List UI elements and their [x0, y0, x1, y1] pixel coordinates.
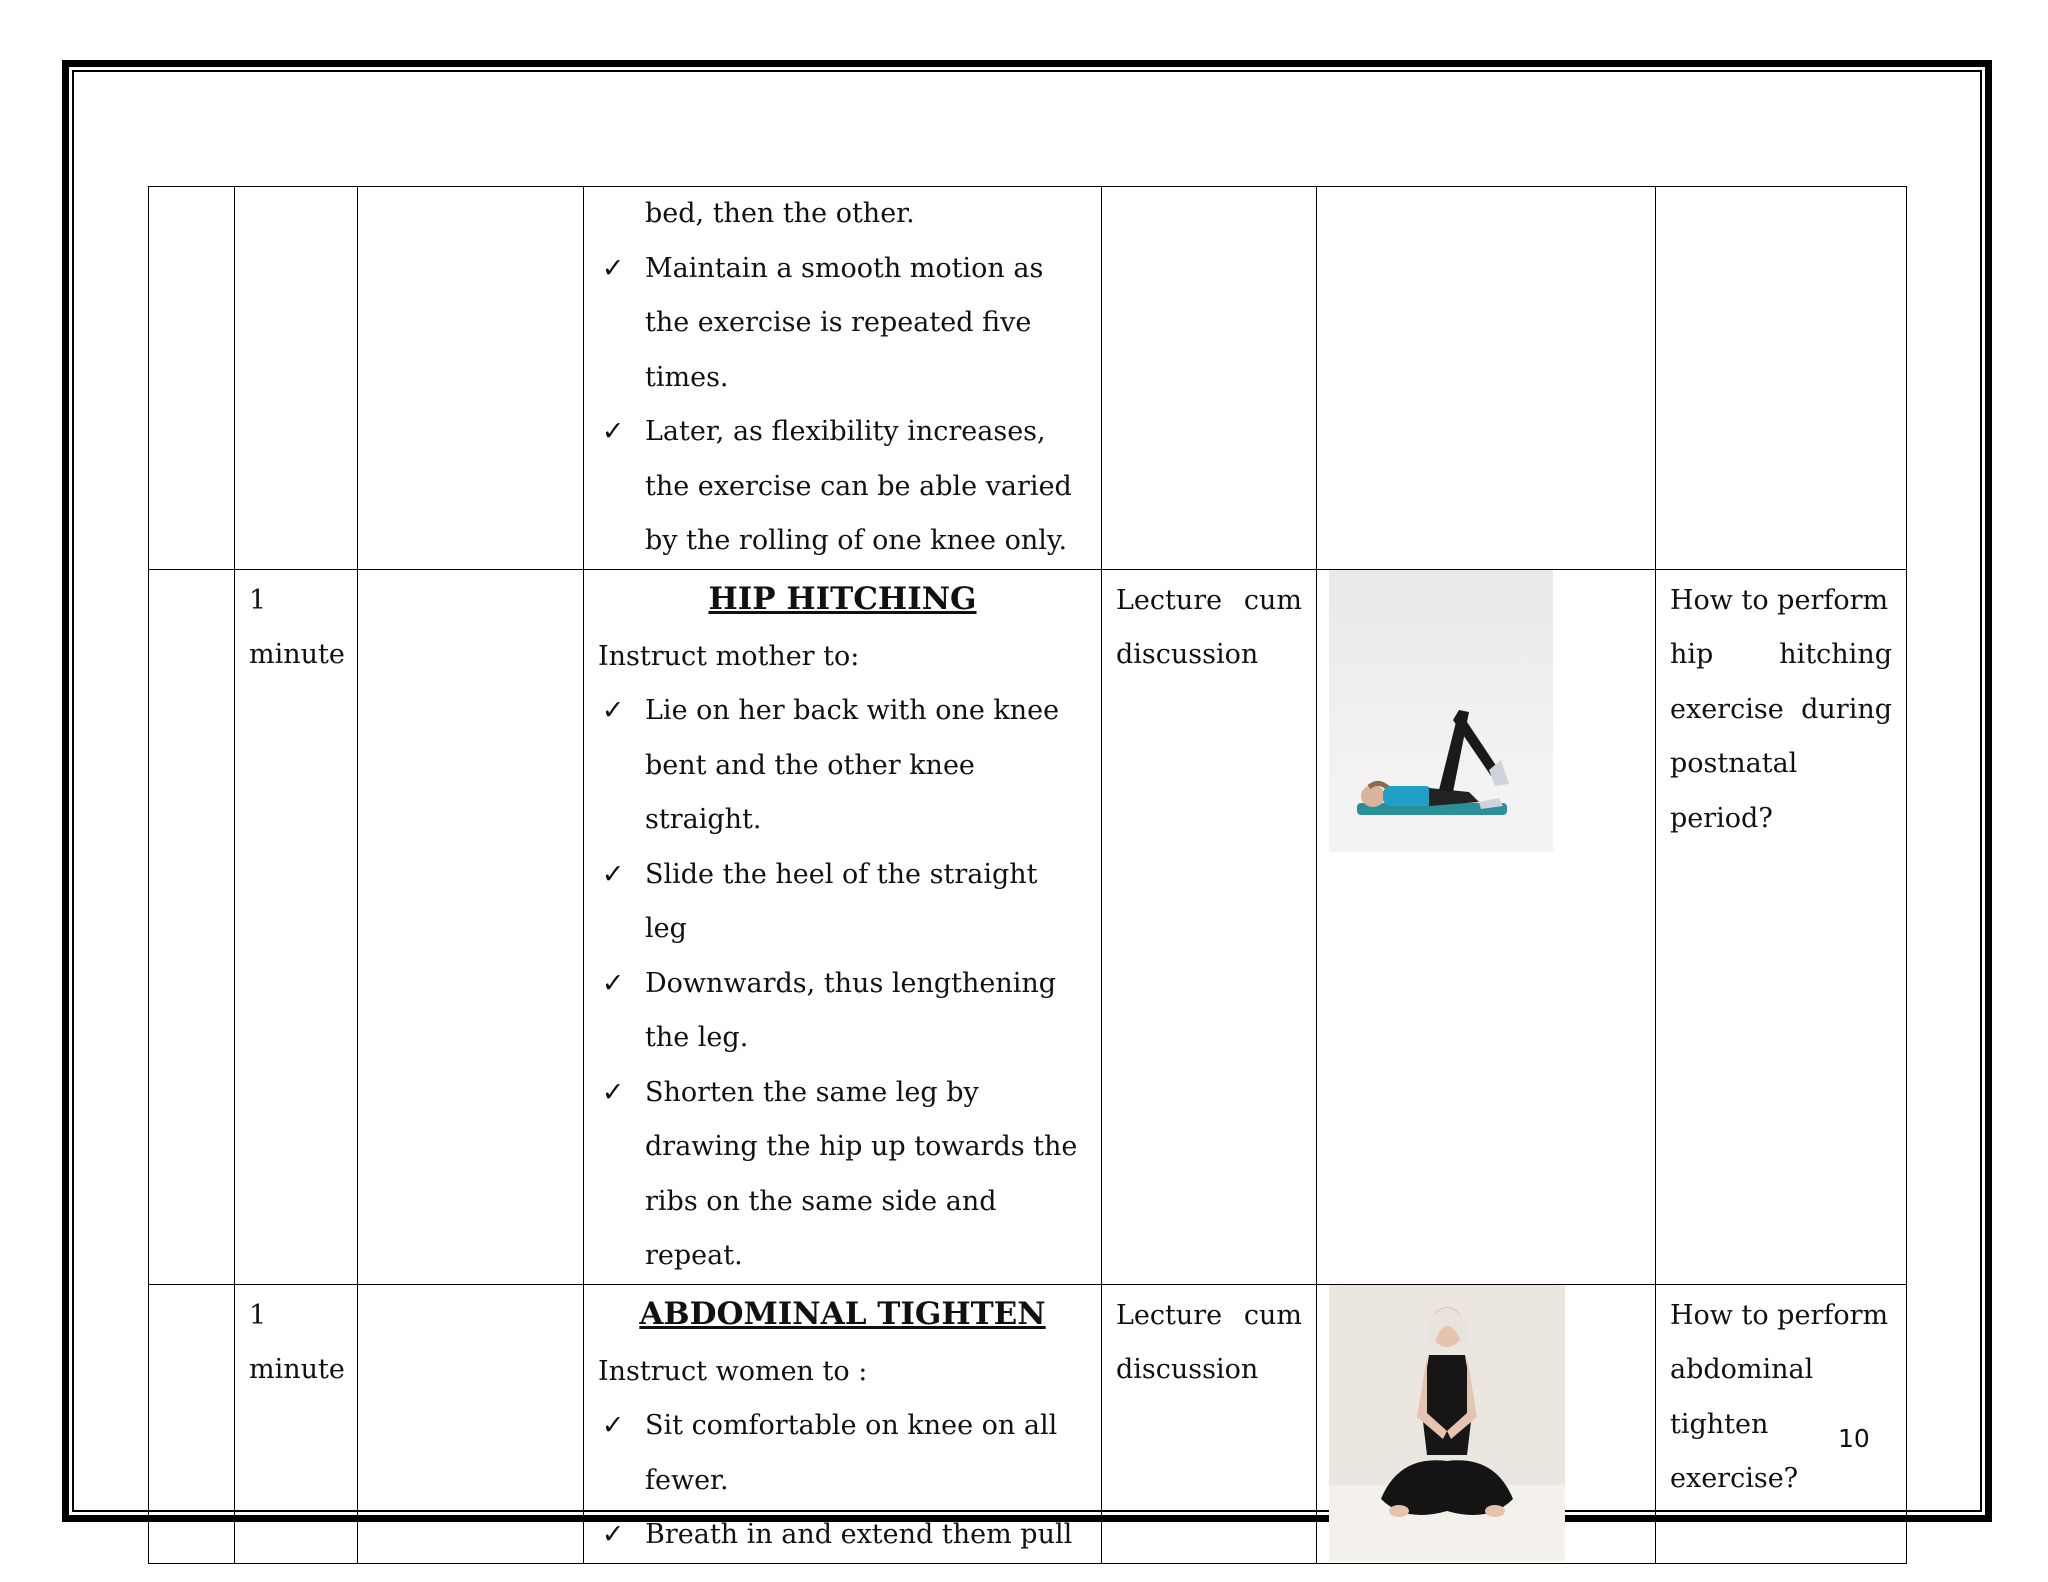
list-item: ✓ Breath in and extend them pull [598, 1508, 1087, 1563]
method-cell: Lecture cum discussion [1102, 569, 1317, 1284]
checkmark-icon: ✓ [601, 252, 625, 284]
time-cell [235, 569, 358, 1284]
table-row [149, 187, 1907, 570]
checkmark-icon: ✓ [601, 695, 625, 726]
list-item: ✓ Later, as flexibility increases, the exercise can be able varied by the rolling of one knee only. [598, 405, 1087, 569]
checkmark-icon: ✓ [601, 416, 625, 447]
instruction-text: Instruct mother to: [598, 640, 860, 672]
list-item: ✓ Shorten the same leg by drawing the hip up towards the ribs on the same side and repeat. [598, 1066, 1087, 1284]
lesson-plan-table [148, 186, 1907, 1564]
checkmark-icon: ✓ [601, 1076, 625, 1108]
av-aids-cell [1317, 187, 1656, 570]
method-cell [1102, 187, 1317, 570]
time-value: 1 [249, 1299, 267, 1331]
objective-cell [358, 187, 584, 570]
time-cell [235, 1284, 358, 1563]
section-heading: ABDOMINAL TIGHTEN [639, 1295, 1046, 1332]
instruction-text: Instruct women to : [598, 1355, 868, 1387]
table-row [149, 569, 1907, 1284]
list-item: ✓ Maintain a smooth motion as the exercise is repeated five times. [598, 242, 1087, 406]
list-item: bed, then the other. [645, 198, 915, 229]
list-item: ✓ Slide the heel of the straight leg [598, 848, 1087, 957]
evaluation-cell: How to perform abdominal tighten exercise? [1656, 1284, 1907, 1563]
checkmark-icon: ✓ [601, 858, 625, 890]
content-cell [584, 569, 1102, 1284]
list-item: ✓ Downwards, thus lengthening the leg. [598, 957, 1087, 1066]
time-cell [235, 187, 358, 570]
sno-cell [149, 569, 235, 1284]
content-cell [584, 1284, 1102, 1563]
checkmark-icon: ✓ [601, 967, 625, 999]
sno-cell [149, 1284, 235, 1563]
page-number: 10 [1838, 1424, 1870, 1453]
time-unit: minute [249, 1354, 345, 1385]
evaluation-cell: How to perform hip hitching exercise during postnatal period? [1656, 569, 1907, 1284]
checkmark-icon: ✓ [601, 1519, 625, 1550]
table-row [149, 1284, 1907, 1563]
av-aids-cell [1317, 569, 1656, 1284]
section-heading: HIP HITCHING [708, 580, 977, 617]
objective-cell [358, 1284, 584, 1563]
content-cell [584, 187, 1102, 570]
time-value: 1 [249, 584, 267, 616]
evaluation-cell [1656, 187, 1907, 570]
hip-hitching-photo [1329, 570, 1553, 852]
list-item: ✓ Sit comfortable on knee on all fewer. [598, 1399, 1087, 1508]
objective-cell [358, 569, 584, 1284]
abdominal-tighten-photo [1329, 1285, 1565, 1561]
method-cell: Lecture cum discussion [1102, 1284, 1317, 1563]
checkmark-icon: ✓ [601, 1410, 625, 1441]
av-aids-cell [1317, 1284, 1656, 1563]
list-item: ✓ Lie on her back with one knee bent and the other knee straight. [598, 684, 1087, 848]
time-unit: minute [249, 639, 345, 670]
sno-cell [149, 187, 235, 570]
